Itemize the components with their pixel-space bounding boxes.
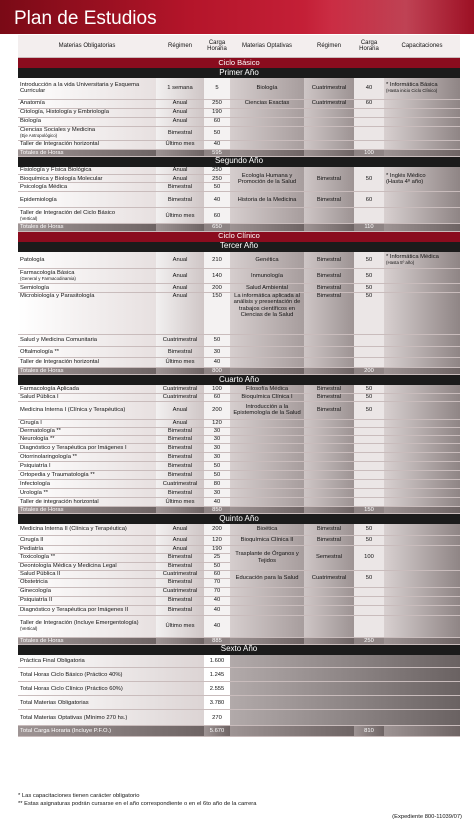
training-note: (Hasta inicio Ciclo Clínico)	[386, 88, 438, 94]
elective-hours: 50	[354, 535, 384, 545]
subject-hours: 40	[204, 615, 230, 637]
subject-name: Dermatología **	[18, 427, 156, 435]
table-row	[18, 461, 460, 470]
subject-cell	[18, 269, 156, 284]
year-bar	[18, 156, 460, 167]
table-row	[18, 192, 460, 208]
subject-regime: Anual	[156, 401, 204, 419]
year-primer-ano: Primer Año	[18, 68, 460, 78]
subject-hours: 70	[204, 578, 230, 587]
subject-hours: 60	[204, 117, 230, 126]
subject-name: Semiología	[18, 284, 156, 293]
subject-note: (General y Farmacodinamia)	[20, 276, 76, 281]
elective-regime: Cuatrimestral	[304, 570, 354, 587]
elective-regime: Bimestral	[304, 269, 354, 284]
elective-name: Bioquímica Clínica I	[230, 393, 304, 401]
elective-regime: Bimestral	[304, 293, 354, 335]
subject-cell	[18, 126, 156, 140]
table-row	[18, 587, 460, 596]
totals-row	[18, 224, 460, 231]
subject-regime: Último mes	[156, 497, 204, 506]
elective-hours: 60	[354, 192, 384, 208]
summary-hours: 270	[204, 710, 230, 726]
elective-regime: Bimestral	[304, 284, 354, 293]
subject-name: Oftalmología **	[18, 347, 156, 358]
table-row	[18, 293, 460, 335]
subject-regime: Bimestral	[156, 605, 204, 615]
grand-total-label: Total Carga Horaria (Incluye P.F.O.)	[18, 726, 204, 737]
training-name: * Inglés Médico	[386, 172, 426, 179]
table-row	[18, 479, 460, 488]
totals-elective-hours: 150	[354, 506, 384, 513]
summary-row	[18, 682, 460, 696]
elective-name: Inmunología	[230, 269, 304, 284]
subject-hours: 50	[204, 470, 230, 479]
subject-name: Cirugía II	[18, 535, 156, 545]
totals-hours: 885	[204, 637, 230, 644]
subject-regime: Bimestral	[156, 553, 204, 562]
subject-hours: 120	[204, 535, 230, 545]
subject-cell	[18, 615, 156, 637]
table-row	[18, 269, 460, 284]
subject-hours: 200	[204, 524, 230, 535]
subject-name: Taller de Integración del Ciclo Básico	[20, 209, 116, 216]
elective-regime: Semestral	[304, 545, 354, 570]
summary-row	[18, 668, 460, 682]
elective-name: Bioética	[230, 524, 304, 535]
totals-hours: 650	[204, 224, 230, 231]
subject-hours: 210	[204, 252, 230, 269]
table-row	[18, 615, 460, 637]
subject-hours: 5	[204, 78, 230, 99]
header-capacitaciones: Capacitaciones	[384, 35, 460, 58]
header-regimen: Régimen	[156, 35, 204, 58]
subject-hours: 40	[204, 358, 230, 368]
subject-hours: 60	[204, 570, 230, 578]
elective-regime: Bimestral	[304, 167, 354, 192]
totals-row	[18, 149, 460, 156]
subject-hours: 60	[204, 208, 230, 224]
elective-regime: Bimestral	[304, 535, 354, 545]
training-note: (Hasta 4º año)	[386, 179, 424, 185]
training-note: (Hasta 5º año)	[386, 259, 415, 265]
subject-hours: 100	[204, 385, 230, 393]
elective-hours: 50	[354, 570, 384, 587]
year-bar	[18, 68, 460, 78]
subject-hours: 80	[204, 479, 230, 488]
subject-hours: 40	[204, 140, 230, 149]
subject-regime: Último mes	[156, 615, 204, 637]
header-regimen-optativas: Régimen	[304, 35, 354, 58]
table-row	[18, 117, 460, 126]
section-ciclo-basico: Ciclo Básico	[18, 58, 460, 69]
elective-regime: Bimestral	[304, 192, 354, 208]
subject-hours: 140	[204, 269, 230, 284]
subject-regime: Bimestral	[156, 347, 204, 358]
subject-name: Medicina Interna II (Clínica y Terapéutica)	[18, 524, 156, 535]
subject-regime: Bimestral	[156, 488, 204, 497]
subject-regime: Anual	[156, 252, 204, 269]
totals-row	[18, 637, 460, 644]
subject-regime: Cuatrimestral	[156, 385, 204, 393]
subject-name: Salud y Medicina Comunitaria	[18, 335, 156, 347]
header-materias-obligatorias: Materias Obligatorias	[18, 35, 156, 58]
subject-regime: Último mes	[156, 208, 204, 224]
subject-name: Obstetricia	[18, 578, 156, 587]
subject-name: Taller de Integración (Incluye Emergentología)	[20, 619, 139, 626]
subject-regime: Anual	[156, 108, 204, 117]
training-name: * Informática Básica	[386, 82, 438, 88]
totals-row	[18, 368, 460, 375]
subject-name: Introducción a la vida Universitaria y Esquema Curricular	[18, 78, 156, 99]
table-row	[18, 435, 460, 443]
table-row	[18, 385, 460, 393]
totals-elective-hours: 110	[354, 224, 384, 231]
table-row	[18, 347, 460, 358]
header-materias-optativas: Materias Optativas	[230, 35, 304, 58]
subject-hours: 120	[204, 419, 230, 427]
elective-name: Salud Ambiental	[230, 284, 304, 293]
elective-name: Ciencias Exactas	[230, 99, 304, 108]
subject-regime: 1 semana	[156, 78, 204, 99]
table-row	[18, 419, 460, 427]
summary-label: Total Materias Optativas (Mínimo 270 hs.)	[18, 710, 204, 726]
subject-hours: 30	[204, 435, 230, 443]
subject-cell	[18, 208, 156, 224]
summary-label: Total Horas Ciclo Clínico (Práctico 60%)	[18, 682, 204, 696]
elective-hours: 60	[354, 99, 384, 108]
training-cell	[384, 78, 460, 99]
elective-hours: 50	[354, 293, 384, 335]
summary-label: Total Materias Obligatorias	[18, 696, 204, 710]
subject-name: Anatomía	[18, 99, 156, 108]
header-row	[18, 35, 460, 58]
subject-note: (Vertical)	[20, 215, 38, 221]
totals-label: Totales de Horas	[18, 149, 156, 156]
subject-hours: 70	[204, 587, 230, 596]
summary-hours: 2.555	[204, 682, 230, 696]
subject-name: Toxicología **	[18, 553, 156, 562]
subject-hours: 50	[204, 183, 230, 192]
year-bar	[18, 242, 460, 252]
elective-hours: 50	[354, 401, 384, 419]
elective-regime: Bimestral	[304, 385, 354, 393]
header-carga-horaria: Carga Horaria	[204, 35, 230, 58]
totals-label: Totales de Horas	[18, 506, 156, 513]
subject-hours: 40	[204, 192, 230, 208]
subject-name: Pediatría	[18, 545, 156, 553]
elective-hours: 50	[354, 524, 384, 535]
totals-elective-hours: 250	[354, 637, 384, 644]
subject-regime: Anual	[156, 535, 204, 545]
subject-regime: Cuatrimestral	[156, 570, 204, 578]
elective-hours: 50	[354, 385, 384, 393]
subject-regime: Último mes	[156, 358, 204, 368]
elective-name: Educación para la Salud	[230, 570, 304, 587]
summary-row	[18, 655, 460, 668]
year-quinto-ano: Quinto Año	[18, 514, 460, 525]
table-row	[18, 470, 460, 479]
subject-hours: 30	[204, 488, 230, 497]
subject-hours: 50	[204, 562, 230, 570]
summary-hours: 1.245	[204, 668, 230, 682]
subject-name: Ortopedia y Traumatología **	[18, 470, 156, 479]
elective-regime: Bimestral	[304, 252, 354, 269]
table-row	[18, 78, 460, 99]
table-row	[18, 99, 460, 108]
grand-total-hours: 5.670	[204, 726, 230, 737]
subject-regime: Bimestral	[156, 126, 204, 140]
subject-regime: Anual	[156, 284, 204, 293]
subject-regime: Cuatrimestral	[156, 479, 204, 488]
subject-hours: 190	[204, 108, 230, 117]
subject-regime: Anual	[156, 545, 204, 553]
subject-regime: Cuatrimestral	[156, 335, 204, 347]
table-row	[18, 605, 460, 615]
subject-hours: 190	[204, 545, 230, 553]
table-row	[18, 108, 460, 117]
subject-hours: 200	[204, 284, 230, 293]
elective-regime: Cuatrimestral	[304, 99, 354, 108]
table-row	[18, 570, 460, 578]
elective-hours: 50	[354, 269, 384, 284]
subject-name: Urología **	[18, 488, 156, 497]
training-name: * Informática Médica	[386, 253, 439, 260]
elective-name: Introducción a la Epistemología de la Salud	[230, 401, 304, 419]
elective-hours: 50	[354, 393, 384, 401]
subject-name: Taller de Integración horizontal	[18, 358, 156, 368]
subject-name: Diagnóstico y Terapéutica por Imágenes II	[18, 605, 156, 615]
elective-regime: Bimestral	[304, 524, 354, 535]
totals-hours: 850	[204, 506, 230, 513]
training-cell	[384, 252, 460, 269]
subject-regime: Bimestral	[156, 562, 204, 570]
table-row	[18, 443, 460, 452]
subject-name: Medicina Interna I (Clínica y Terapéutica)	[18, 401, 156, 419]
summary-row	[18, 696, 460, 710]
year-cuarto-ano: Cuarto Año	[18, 375, 460, 386]
elective-hours: 50	[354, 167, 384, 192]
subject-hours: 200	[204, 401, 230, 419]
table-row	[18, 535, 460, 545]
elective-hours: 40	[354, 78, 384, 99]
elective-hours: 100	[354, 545, 384, 570]
subject-hours: 30	[204, 347, 230, 358]
subject-name: Biología	[18, 117, 156, 126]
year-sexto-ano: Sexto Año	[18, 644, 460, 655]
table-row	[18, 545, 460, 553]
totals-row	[18, 506, 460, 513]
subject-regime: Cuatrimestral	[156, 587, 204, 596]
totals-hours: 800	[204, 368, 230, 375]
footnote-2: ** Estas asignaturas podrán cursarse en el año correspondiente o en el 6to año de la carrera	[18, 801, 257, 807]
grand-total-row	[18, 726, 460, 737]
subject-regime: Bimestral	[156, 470, 204, 479]
subject-name: Infectología	[18, 479, 156, 488]
subject-regime: Bimestral	[156, 578, 204, 587]
subject-name: Farmacología Básica	[20, 269, 75, 276]
elective-hours: 50	[354, 284, 384, 293]
table-row	[18, 596, 460, 605]
year-tercer-ano: Tercer Año	[18, 242, 460, 252]
banner-highlight	[304, 0, 474, 34]
subject-regime: Último mes	[156, 140, 204, 149]
elective-name: Ecología Humana y Promoción de la Salud	[230, 167, 304, 192]
elective-regime: Bimestral	[304, 401, 354, 419]
section-ciclo-clinico: Ciclo Clínico	[18, 231, 460, 242]
elective-name: Trasplante de Órganos y Tejidos	[230, 545, 304, 570]
table-row	[18, 126, 460, 140]
footnote-1: * Las capacitaciones tienen carácter obligatorio	[18, 793, 140, 799]
subject-name: Diagnóstico y Terapéutica por Imágenes I	[18, 443, 156, 452]
subject-note: (Eje Antropológico)	[20, 133, 58, 138]
subject-name: Deontología Médica y Medicina Legal	[18, 562, 156, 570]
summary-hours: 1.600	[204, 655, 230, 668]
subject-name: Epidemiología	[18, 192, 156, 208]
table-row	[18, 167, 460, 175]
elective-name: Historia de la Medicina	[230, 192, 304, 208]
page-title: Plan de Estudios	[14, 8, 157, 29]
header-carga-horaria-optativas: Carga Horaria	[354, 35, 384, 58]
elective-name: Genética	[230, 252, 304, 269]
section-bar	[18, 58, 460, 69]
table-row	[18, 524, 460, 535]
subject-regime: Bimestral	[156, 183, 204, 192]
subject-name: Psiquiatría II	[18, 596, 156, 605]
table-row	[18, 393, 460, 401]
elective-regime: Cuatrimestral	[304, 78, 354, 99]
subject-regime: Anual	[156, 117, 204, 126]
title-banner	[0, 0, 474, 34]
subject-regime: Anual	[156, 293, 204, 335]
table-row	[18, 284, 460, 293]
subject-name: Patología	[18, 252, 156, 269]
curriculum-table	[18, 35, 460, 737]
subject-name: Salud Pública I	[18, 393, 156, 401]
summary-label: Total Horas Ciclo Básico (Práctico 40%)	[18, 668, 204, 682]
subject-hours: 40	[204, 605, 230, 615]
totals-label: Totales de Horas	[18, 368, 156, 375]
subject-regime: Anual	[156, 99, 204, 108]
table-row	[18, 140, 460, 149]
expediente-note: (Expediente 800-11039/07)	[392, 814, 462, 820]
subject-name: Microbiología y Parasitología	[18, 293, 156, 335]
subject-hours: 40	[204, 497, 230, 506]
elective-name: Biología	[230, 78, 304, 99]
summary-hours: 3.780	[204, 696, 230, 710]
subject-regime: Bimestral	[156, 192, 204, 208]
subject-name: Ciencias Sociales y Medicina	[20, 126, 96, 133]
subject-hours: 150	[204, 293, 230, 335]
elective-name: La informática aplicada al análisis y presentación de trabajos científicos en Ciencias de la Salud	[230, 293, 304, 335]
subject-hours: 250	[204, 99, 230, 108]
subject-regime: Bimestral	[156, 596, 204, 605]
year-segundo-ano: Segundo Año	[18, 156, 460, 167]
table-row	[18, 488, 460, 497]
subject-regime: Bimestral	[156, 435, 204, 443]
summary-label: Práctica Final Obligatoria	[18, 655, 204, 668]
subject-hours: 30	[204, 427, 230, 435]
subject-name: Fisiología y Física Biológica	[18, 167, 156, 175]
year-bar	[18, 375, 460, 386]
subject-hours: 30	[204, 452, 230, 461]
totals-elective-hours: 200	[354, 368, 384, 375]
section-bar	[18, 231, 460, 242]
subject-hours: 250	[204, 175, 230, 183]
table-row	[18, 427, 460, 435]
subject-name: Ginecología	[18, 587, 156, 596]
subject-name: Psiquiatría I	[18, 461, 156, 470]
subject-regime: Bimestral	[156, 443, 204, 452]
subject-hours: 60	[204, 393, 230, 401]
grand-total-elective-hours: 810	[354, 726, 384, 737]
subject-name: Cirugía I	[18, 419, 156, 427]
elective-regime: Bimestral	[304, 393, 354, 401]
subject-regime: Anual	[156, 269, 204, 284]
table-row	[18, 335, 460, 347]
table-row	[18, 497, 460, 506]
subject-hours: 30	[204, 443, 230, 452]
subject-name: Salud Pública II	[18, 570, 156, 578]
table-row	[18, 208, 460, 224]
subject-note: (Vertical)	[20, 626, 38, 631]
subject-hours: 50	[204, 335, 230, 347]
elective-name: Bioquímica Clínica II	[230, 535, 304, 545]
subject-name: Bioquímica y Biología Molecular	[18, 175, 156, 183]
subject-regime: Anual	[156, 419, 204, 427]
subject-name: Otorrinolaringología **	[18, 452, 156, 461]
subject-name: Taller de Integración horizontal	[18, 140, 156, 149]
table-row	[18, 452, 460, 461]
subject-name: Citología, Histología y Embriología	[18, 108, 156, 117]
subject-regime: Bimestral	[156, 461, 204, 470]
totals-label: Totales de Horas	[18, 637, 156, 644]
totals-hours: 595	[204, 149, 230, 156]
table-row	[18, 252, 460, 269]
subject-name: Farmacología Aplicada	[18, 385, 156, 393]
subject-regime: Anual	[156, 167, 204, 175]
subject-hours: 50	[204, 461, 230, 470]
elective-hours: 50	[354, 252, 384, 269]
training-cell	[384, 167, 460, 192]
totals-label: Totales de Horas	[18, 224, 156, 231]
subject-name: Psicología Médica	[18, 183, 156, 192]
subject-regime: Anual	[156, 175, 204, 183]
totals-elective-hours: 100	[354, 149, 384, 156]
year-bar	[18, 644, 460, 655]
table-row	[18, 358, 460, 368]
subject-name: Taller de integración horizontal	[18, 497, 156, 506]
footnotes	[18, 792, 256, 808]
subject-hours: 25	[204, 553, 230, 562]
summary-row	[18, 710, 460, 726]
elective-name: Filosofía Médica	[230, 385, 304, 393]
subject-name: Neurología **	[18, 435, 156, 443]
subject-hours: 50	[204, 126, 230, 140]
subject-regime: Bimestral	[156, 427, 204, 435]
subject-hours: 40	[204, 596, 230, 605]
table-row	[18, 401, 460, 419]
subject-regime: Cuatrimestral	[156, 393, 204, 401]
subject-regime: Bimestral	[156, 452, 204, 461]
subject-hours: 250	[204, 167, 230, 175]
subject-regime: Anual	[156, 524, 204, 535]
year-bar	[18, 514, 460, 525]
